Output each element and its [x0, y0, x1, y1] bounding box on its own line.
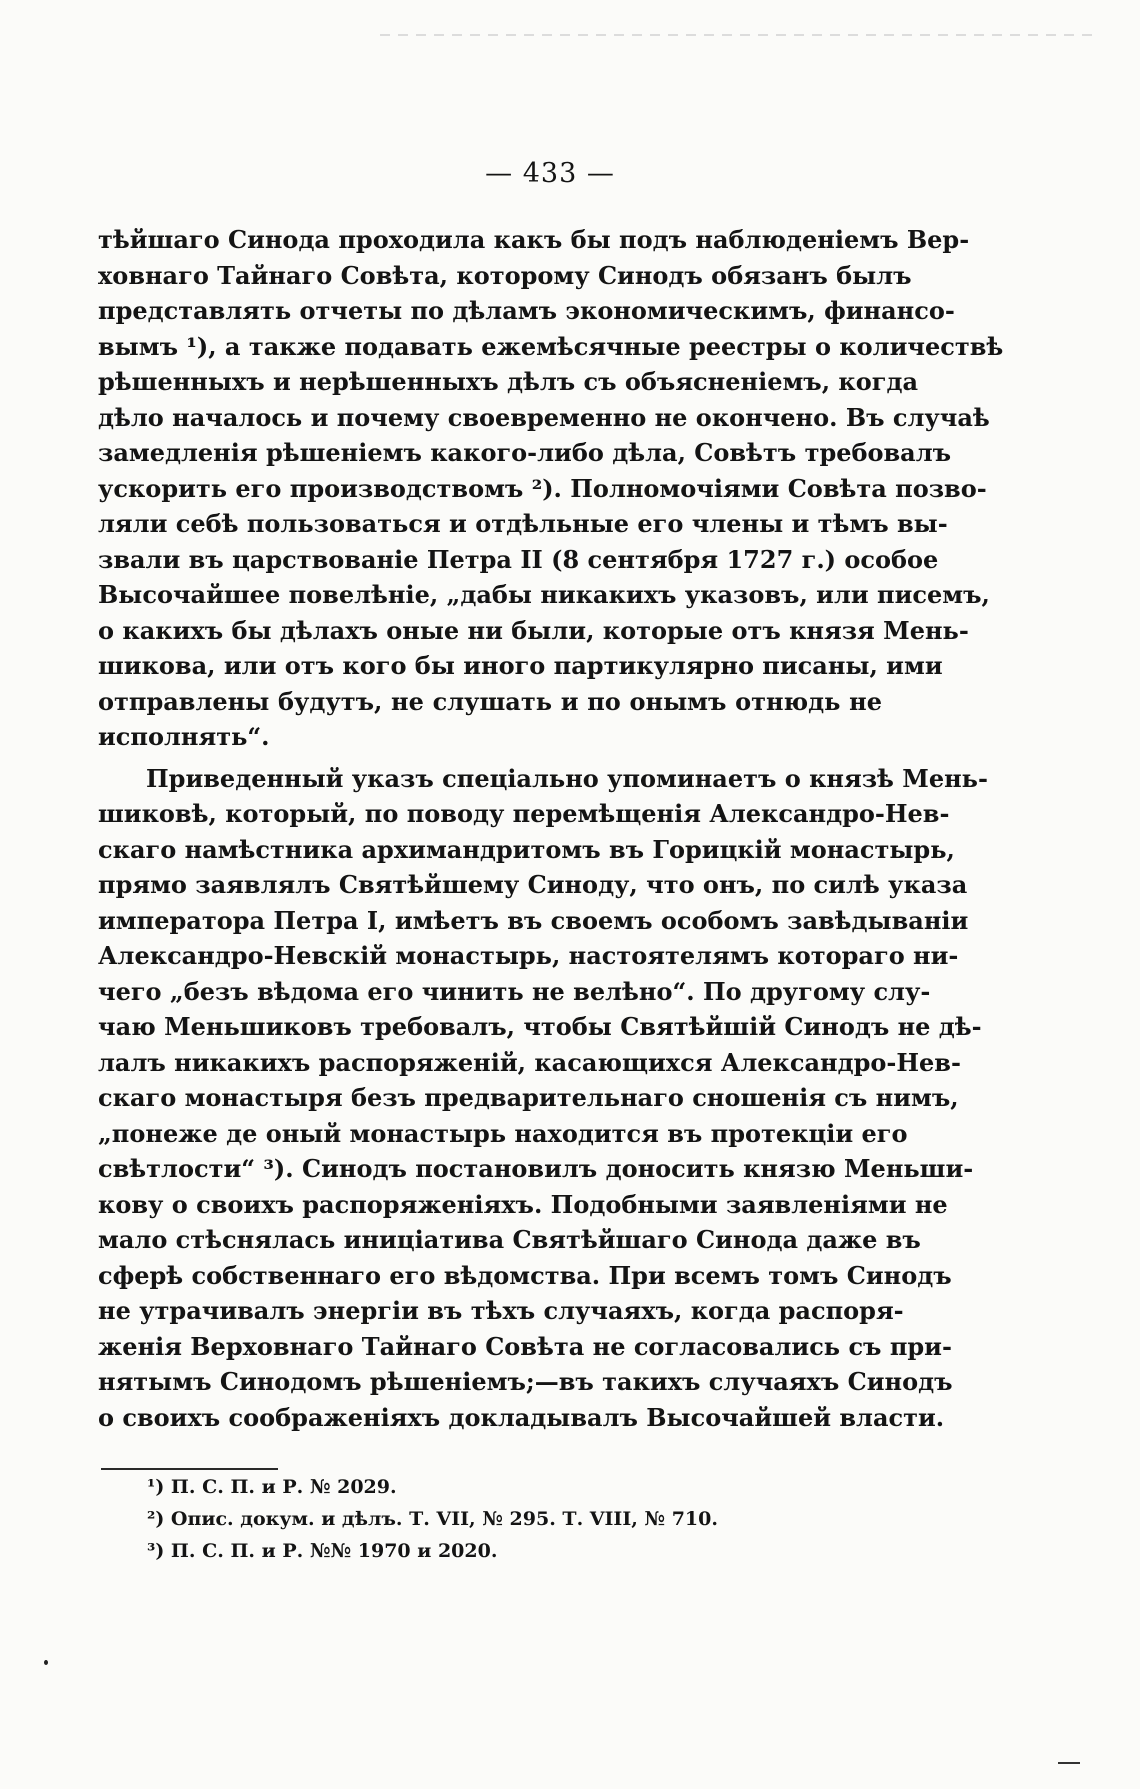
text-line: о какихъ бы дѣлахъ оные ни были, которые отъ князя Мень-	[98, 615, 969, 645]
footnote-1: ¹) П. С. П. и Р. № 2029.	[147, 1476, 397, 1498]
scan-edge-artifact	[380, 34, 1100, 36]
text-line: императора Петра I, имѣетъ въ своемъ особомъ завѣдываніи	[98, 905, 969, 935]
text-line: „понеже де оный монастырь находится въ протекціи его	[98, 1118, 908, 1148]
text-line: о своихъ соображеніяхъ докладывалъ Высочайшей власти.	[98, 1402, 945, 1432]
text-line: рѣшенныхъ и нерѣшенныхъ дѣлъ съ объясненіемъ, когда	[98, 367, 919, 396]
text-line: чаю Меньшиковъ требовалъ, чтобы Святѣйшій Синодъ не дѣ-	[98, 1012, 982, 1041]
text-line: замедленія рѣшеніемъ какого-либо дѣла, Совѣтъ требовалъ	[98, 438, 952, 467]
text-line: чего „безъ вѣдома его чинить не велѣно“. По другому слу-	[98, 976, 931, 1006]
text-line: ускорить его производствомъ ²). Полномочіями Совѣта позво-	[98, 473, 987, 503]
text-line: Александро-Невскій монастырь, настоятелямъ котораго ни-	[98, 941, 959, 970]
text-line: Высочайшее повелѣніе, „дабы никакихъ указовъ, или писемъ,	[98, 580, 990, 609]
scan-edge-mark	[1058, 1762, 1080, 1764]
footnote-2: ²) Опис. докум. и дѣлъ. Т. VII, № 295. Т. VIII, № 710.	[147, 1508, 718, 1530]
footnotes	[147, 1471, 847, 1567]
text-line: мало стѣснялась иниціатива Святѣйшаго Синода даже въ	[98, 1225, 921, 1254]
text-line: звали въ царствованіе Петра II (8 сентября 1727 г.) особое	[98, 544, 939, 574]
text-line: исполнять“.	[98, 722, 270, 751]
text-line: тѣйшаго Синода проходила какъ бы подъ наблюденіемъ Вер-	[98, 225, 970, 254]
text-line: вымъ ¹), а также подавать ежемѣсячные реестры о количествѣ	[98, 331, 1004, 361]
text-line: лалъ никакихъ распоряженій, касающихся Александро-Нев-	[98, 1047, 961, 1077]
text-line: сферѣ собственнаго его вѣдомства. При всемъ томъ Синодъ	[98, 1260, 952, 1290]
page-number: — 433 —	[485, 158, 615, 189]
text-line: представлять отчеты по дѣламъ экономическимъ, финансо-	[98, 296, 955, 325]
text-line: ляли себѣ пользоваться и отдѣльные его члены и тѣмъ вы-	[98, 509, 948, 538]
text-line: дѣло началось и почему своевременно не окончено. Въ случаѣ	[98, 402, 990, 432]
scan-speck	[44, 1660, 48, 1665]
text-line: Приведенный указъ спеціально упоминаетъ о князѣ Мень-	[146, 763, 988, 793]
text-line: шиковѣ, который, по поводу перемѣщенія Александро-Нев-	[98, 799, 950, 828]
text-line: женія Верховнаго Тайнаго Совѣта не согласовались съ при-	[98, 1331, 952, 1361]
text-line: не утрачивалъ энергіи въ тѣхъ случаяхъ, когда распоря-	[98, 1296, 904, 1325]
text-line: скаго намѣстника архимандритомъ въ Горицкій монастырь,	[98, 834, 955, 864]
text-line: шикова, или отъ кого бы иного партикулярно писаны, ими	[98, 651, 943, 680]
text-line: нятымъ Синодомъ рѣшеніемъ;—въ такихъ случаяхъ Синодъ	[98, 1367, 953, 1396]
text-line: кову о своихъ распоряженіяхъ. Подобными заявленіями не	[98, 1189, 948, 1219]
text-line: ховнаго Тайнаго Совѣта, которому Синодъ обязанъ былъ	[98, 260, 912, 290]
footnote-3: ³) П. С. П. и Р. №№ 1970 и 2020.	[147, 1540, 498, 1562]
text-line: свѣтлости“ ³). Синодъ постановилъ доносить князю Меньши-	[98, 1154, 974, 1183]
footnote-divider	[101, 1468, 278, 1470]
text-line: отправлены будутъ, не слушать и по онымъ отнюдь не	[98, 686, 882, 716]
body-text	[98, 222, 1004, 1435]
text-line: скаго монастыря безъ предварительнаго сношенія съ нимъ,	[98, 1083, 959, 1112]
text-line: прямо заявлялъ Святѣйшему Синоду, что онъ, по силѣ указа	[98, 870, 968, 899]
